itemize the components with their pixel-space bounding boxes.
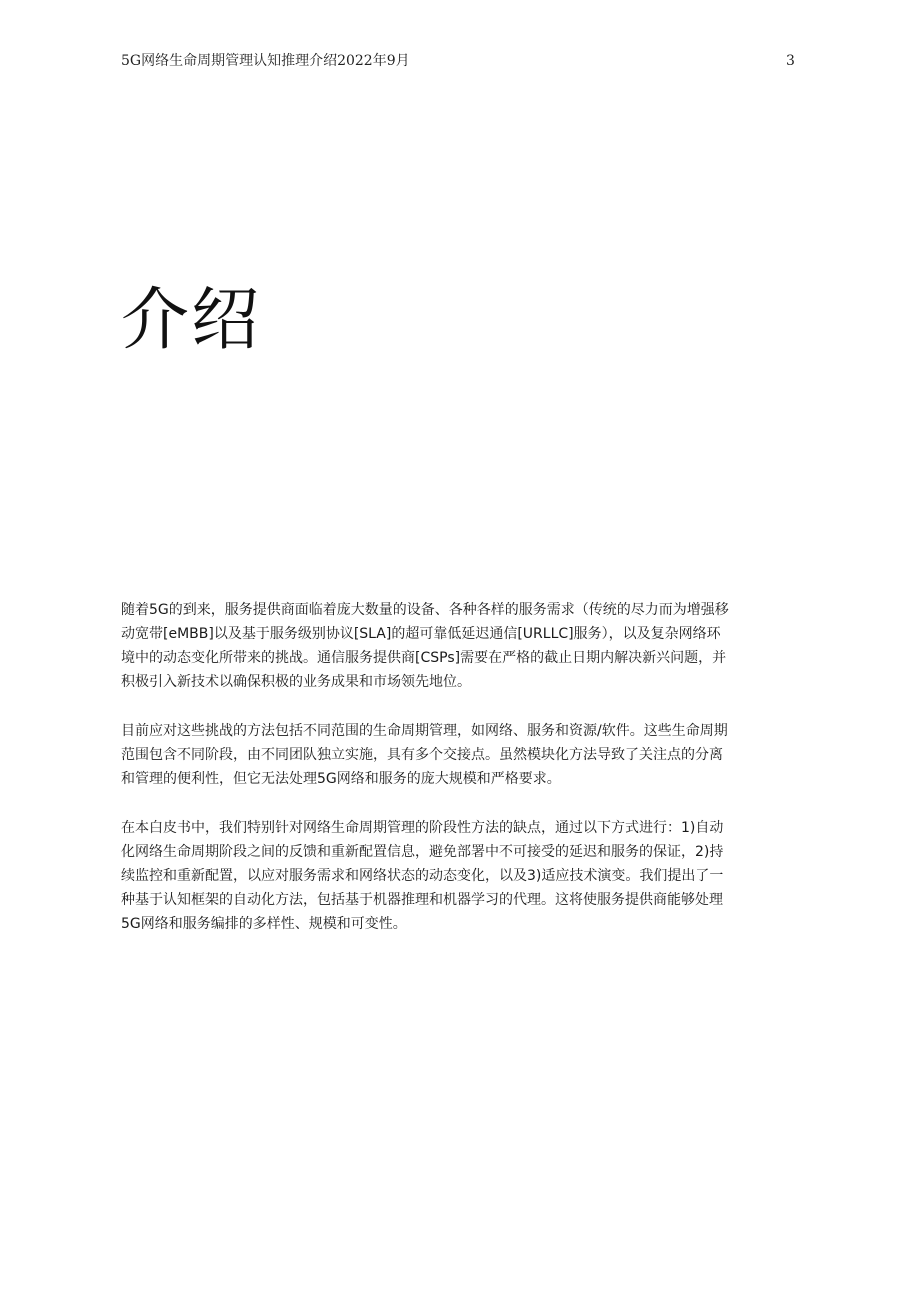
- document-header-title: 5G网络生命周期管理认知推理介绍2022年9月: [121, 53, 410, 69]
- section-title: 介绍: [121, 281, 262, 360]
- paragraph-whitepaper-scope: 在本白皮书中，我们特别针对网络生命周期管理的阶段性方法的缺点，通过以下方式进行：1)自动化网络生命周期阶段之间的反馈和重新配置信息，避免部署中不可接受的延迟和服务的保证，2)持续监控和重新配置，以应对服务需求和网络状态的动态变化，以及3)适应技术演变。我们提出了一种基于认知框架的自动化方法，包括基于机器推理和机器学习的代理。这将使服务提供商能够处理5G网络和服务编排的多样性、规模和可变性。: [121, 820, 724, 932]
- body-text: [121, 598, 731, 961]
- paragraph-current-approach: 目前应对这些挑战的方法包括不同范围的生命周期管理，如网络、服务和资源/软件。这些生命周期范围包含不同阶段，由不同团队独立实施，具有多个交接点。虽然模块化方法导致了关注点的分离和管理的便利性，但它无法处理5G网络和服务的庞大规模和严格要求。: [121, 723, 728, 787]
- page-number: 3: [786, 53, 795, 69]
- paragraph-intro: 随着5G的到来，服务提供商面临着庞大数量的设备、各种各样的服务需求（传统的尽力而为增强移动宽带[eMBB]以及基于服务级别协议[SLA]的超可靠低延迟通信[URLLC]服务），以及复杂网络环境中的动态变化所带来的挑战。通信服务提供商[CSPs]需要在严格的截止日期内解决新兴问题，并积极引入新技术以确保积极的业务成果和市场领先地位。: [121, 602, 729, 690]
